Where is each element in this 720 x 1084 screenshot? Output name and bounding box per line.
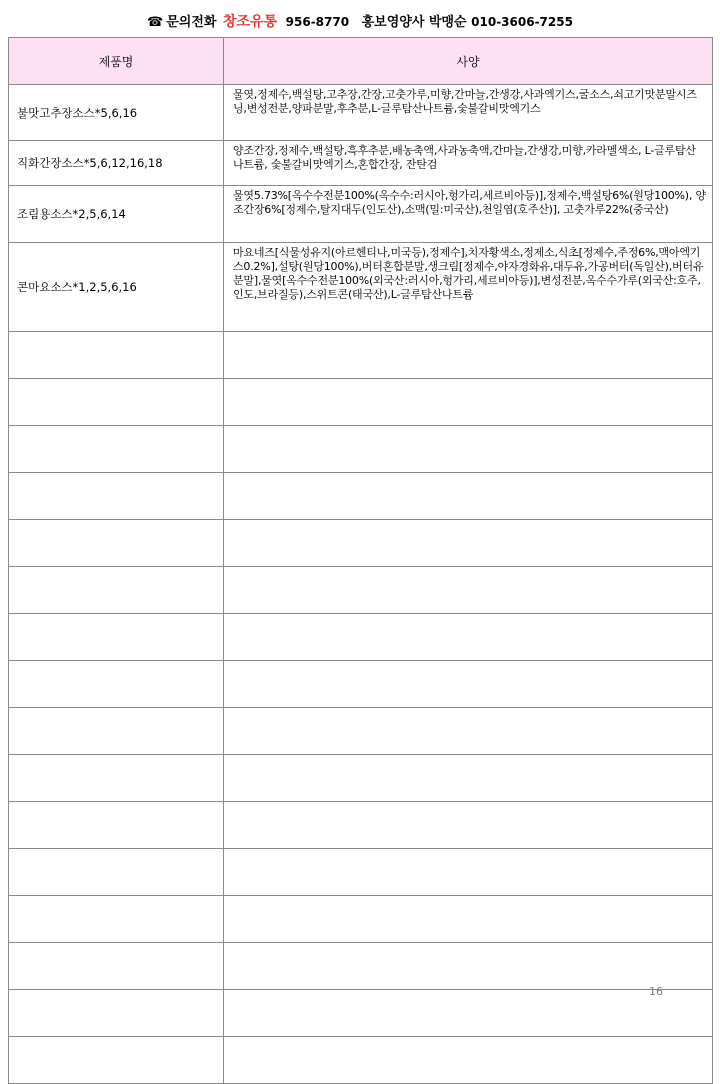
- empty-spec-cell: [224, 990, 713, 1037]
- empty-table-row: [9, 426, 713, 473]
- product-name-cell: 직화간장소스*5,6,12,16,18: [9, 141, 224, 186]
- person-phone: 010-3606-7255: [471, 15, 573, 29]
- empty-name-cell: [9, 661, 224, 708]
- table-row: [9, 85, 713, 141]
- empty-spec-cell: [224, 708, 713, 755]
- empty-table-row: [9, 708, 713, 755]
- empty-name-cell: [9, 849, 224, 896]
- empty-spec-cell: [224, 943, 713, 990]
- column-header-spec: 사양: [224, 38, 713, 85]
- empty-name-cell: [9, 379, 224, 426]
- empty-table-row: [9, 990, 713, 1037]
- empty-name-cell: [9, 426, 224, 473]
- empty-spec-cell: [224, 520, 713, 567]
- empty-spec-cell: [224, 661, 713, 708]
- empty-spec-cell: [224, 1037, 713, 1084]
- phone-icon: ☎: [147, 15, 164, 30]
- contact-person: 홍보영양사 박맹순: [361, 15, 467, 30]
- product-spec-table: [8, 37, 713, 1084]
- empty-name-cell: [9, 943, 224, 990]
- empty-table-row: [9, 473, 713, 520]
- product-spec-cell: 물엿,정제수,백설탕,고추장,간장,고춧가루,미향,간마늘,간생강,사과엑기스,굴소스,쇠고기맛분말시즈닝,변성전분,양파분말,후추분,L-글루탐산나트륨,숯불갈비맛엑기스: [224, 85, 713, 141]
- empty-table-row: [9, 802, 713, 849]
- table-row: [9, 186, 713, 243]
- empty-table-row: [9, 661, 713, 708]
- empty-spec-cell: [224, 567, 713, 614]
- product-spec-cell: 물엿5.73%[옥수수전분100%(옥수수:러시아,헝가리,세르비아등)],정제수,백설탕6%(원당100%), 양조간장6%[정제수,탈지대두(인도산),소맥(밀:미국산),천일염(호주산)], 고춧가루22%(중국산): [224, 186, 713, 243]
- empty-name-cell: [9, 708, 224, 755]
- empty-spec-cell: [224, 332, 713, 379]
- empty-table-row: [9, 943, 713, 990]
- table-header-row: [9, 38, 713, 85]
- empty-name-cell: [9, 1037, 224, 1084]
- empty-spec-cell: [224, 849, 713, 896]
- table-row: [9, 141, 713, 186]
- empty-table-row: [9, 614, 713, 661]
- empty-table-row: [9, 567, 713, 614]
- contact-header: [0, 11, 720, 33]
- product-spec-cell: 양조간장,정제수,백설탕,흑후추분,배농축액,사과농축액,간마늘,간생강,미향,카라멜색소, L-글루탐산나트륨, 숯불갈비맛엑기스,혼합간장, 잔탄검: [224, 141, 713, 186]
- empty-name-cell: [9, 473, 224, 520]
- empty-table-row: [9, 520, 713, 567]
- brand-name: 창조유통: [223, 14, 278, 30]
- empty-spec-cell: [224, 473, 713, 520]
- brand-phone: 956-8770: [285, 15, 350, 29]
- empty-spec-cell: [224, 755, 713, 802]
- empty-name-cell: [9, 755, 224, 802]
- empty-name-cell: [9, 802, 224, 849]
- empty-table-row: [9, 1037, 713, 1084]
- contact-label: 문의전화: [166, 15, 217, 30]
- empty-table-row: [9, 332, 713, 379]
- empty-table-row: [9, 849, 713, 896]
- product-name-cell: 콘마요소스*1,2,5,6,16: [9, 243, 224, 332]
- product-name-cell: 불맛고추장소스*5,6,16: [9, 85, 224, 141]
- empty-name-cell: [9, 520, 224, 567]
- empty-spec-cell: [224, 614, 713, 661]
- empty-spec-cell: [224, 802, 713, 849]
- empty-name-cell: [9, 990, 224, 1037]
- empty-name-cell: [9, 614, 224, 661]
- empty-spec-cell: [224, 896, 713, 943]
- empty-name-cell: [9, 332, 224, 379]
- empty-spec-cell: [224, 379, 713, 426]
- table-row: [9, 243, 713, 332]
- empty-table-row: [9, 755, 713, 802]
- page-number: 16: [649, 985, 663, 998]
- empty-name-cell: [9, 896, 224, 943]
- empty-table-row: [9, 379, 713, 426]
- product-name-cell: 조림용소스*2,5,6,14: [9, 186, 224, 243]
- empty-name-cell: [9, 567, 224, 614]
- product-spec-cell: 마요네즈[식물성유지(아르헨티나,미국등),정제수],치자황색소,정제소,식초[정제수,주정6%,맥아엑기스0.2%],설탕(원당100%),버터혼합분말,생크림[정제수,야자경화유,대두유,가공버터(독일산),버터유분말],물엿[옥수수전분100%(외국산:러시아,헝가리,세르비아등)],변성전분,옥수수가루(외국산:호주,인도,브라질등),스위트콘(태국산),L-글루탐산나트륨: [224, 243, 713, 332]
- empty-table-row: [9, 896, 713, 943]
- column-header-product-name: 제품명: [9, 38, 224, 85]
- empty-spec-cell: [224, 426, 713, 473]
